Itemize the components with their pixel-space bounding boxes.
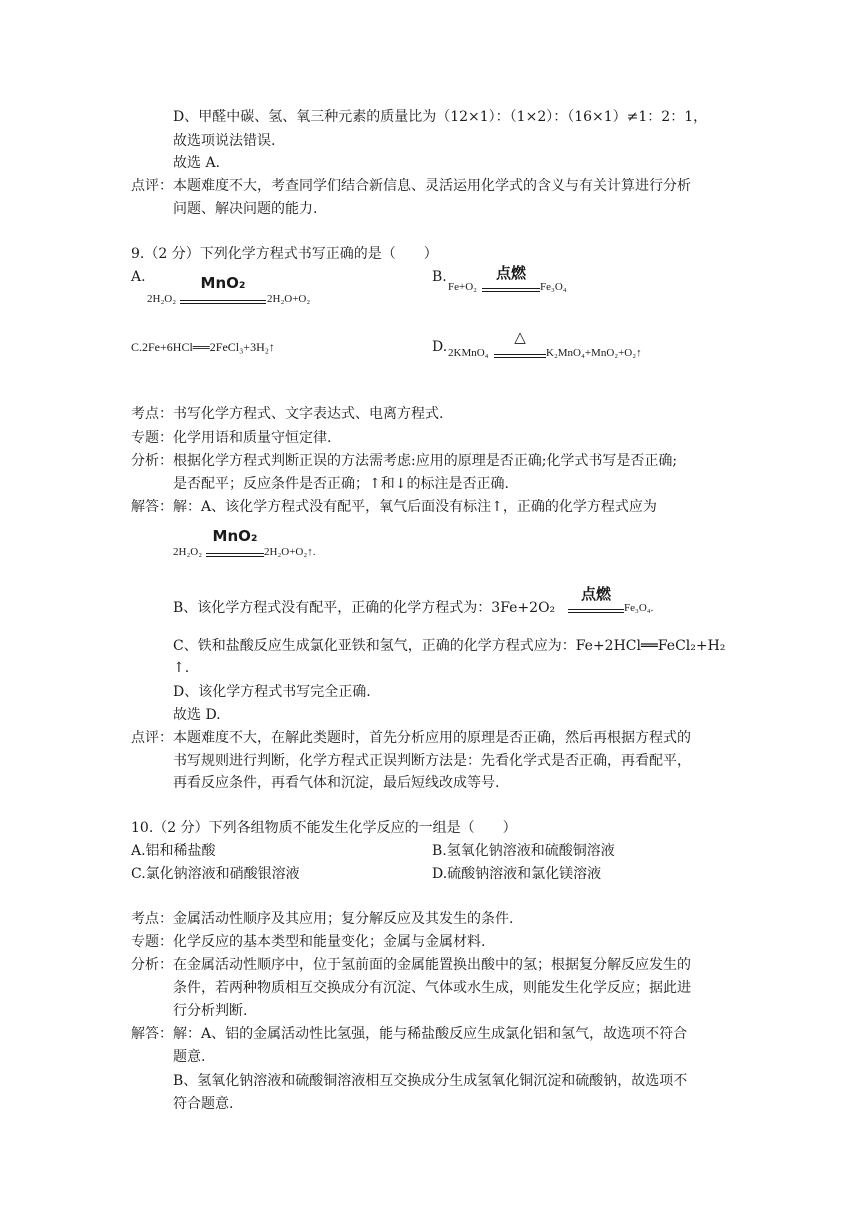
q9-option-b-reactant: Fe+O₂ <box>448 281 477 293</box>
q9-answer: 故选 D. <box>173 707 221 723</box>
q9-option-d-label: D. <box>432 339 448 355</box>
q9-zhuanti-label: 专题： <box>131 430 173 446</box>
q10-kaodian-label: 考点： <box>131 911 173 927</box>
q10-zhuanti-label: 专题： <box>131 934 173 950</box>
q10-option-c: C.氯化钠溶液和硝酸银溶液 <box>131 866 300 882</box>
q9-option-c: C.2Fe+6HCl══2FeCl₃+3H₂↑ <box>131 340 275 354</box>
q9-jieda-line1: 解：A、该化学方程式没有配平，氧气后面没有标注↑，正确的化学方程式应为 <box>173 499 657 515</box>
q9-option-a-equals-bottom <box>180 303 266 304</box>
q9-comment-line2: 书写规则进行判断，化学方程式正误判断方法是：先看化学式是否正确，再看配平， <box>173 753 691 769</box>
q9-option-a-reactant: 2H₂O₂ <box>147 293 177 305</box>
q8-option-d-line2: 故选项说法错误. <box>173 133 276 149</box>
q9-option-a-label: A. <box>131 269 146 285</box>
q9-corrected-c-line2: ↑. <box>173 660 190 676</box>
q9-corrected-b-equals-top <box>568 609 624 610</box>
q10-fenxi-line3: 行分析判断. <box>173 1003 248 1019</box>
q9-corrected-b-condition: 点燃 <box>580 585 611 603</box>
q10-option-a: A.铝和稀盐酸 <box>131 843 216 859</box>
q10-jieda-line2: 题意. <box>173 1049 206 1065</box>
q9-fenxi-label: 分析： <box>131 453 173 469</box>
q10-jieda-label: 解答： <box>131 1026 173 1042</box>
q9-option-a-condition: MnO₂ <box>200 274 246 292</box>
q9-fenxi-line2: 是否配平；反应条件是否正确；↑和↓的标注是否正确. <box>173 476 509 492</box>
q9-corrected-c-line1: C、铁和盐酸反应生成氯化亚铁和氢气，正确的化学方程式应为：Fe+2HCl══FeCl₂+H₂ <box>173 638 726 654</box>
q10-fenxi-line2: 条件，若两种物质相互交换成分有沉淀、气体或水生成，则能发生化学反应；据此进 <box>173 980 691 996</box>
q9-kaodian-label: 考点： <box>131 406 173 422</box>
q10-kaodian: 金属活动性顺序及其应用；复分解反应及其发生的条件. <box>173 911 514 927</box>
q10-jieda-line1: 解：A、铝的金属活动性比氢强，能与稀盐酸反应生成氯化铝和氢气，故选项不符合 <box>173 1026 688 1042</box>
q9-corrected-a-reactant: 2H₂O₂ <box>173 546 203 558</box>
q9-option-d-equals-top <box>494 354 546 355</box>
q9-option-a-equals-top <box>180 300 266 301</box>
q9-corrected-b-text: B、该化学方程式没有配平，正确的化学方程式为：3Fe+2O₂ <box>173 600 556 616</box>
q9-option-b-condition: 点燃 <box>495 264 526 282</box>
q9-fenxi-line1: 根据化学方程式判断正误的方法需考虑:应用的原理是否正确;化学式书写是否正确; <box>173 453 678 469</box>
q9-option-b-equals-top <box>482 288 540 289</box>
q10-zhuanti: 化学反应的基本类型和能量变化；金属与金属材料. <box>173 934 486 950</box>
q9-comment-line1: 本题难度不大，在解此类题时，首先分析应用的原理是否正确，然后再根据方程式的 <box>173 730 691 746</box>
q9-option-b-label: B. <box>432 269 447 285</box>
q9-corrected-a-condition: MnO₂ <box>212 527 258 545</box>
q9-option-a-product: 2H₂O+O₂ <box>267 293 311 305</box>
q9-option-b-product: Fe₃O₄ <box>540 281 567 293</box>
q8-comment-line1: 本题难度不大，考查同学们结合新信息、灵活运用化学式的含义与有关计算进行分析 <box>173 178 691 194</box>
q10-stem: 10.（2 分）下列各组物质不能发生化学反应的一组是（ ） <box>131 820 517 836</box>
q8-answer: 故选 A. <box>173 155 221 171</box>
q10-jieda-b-line1: B、氢氧化钠溶液和硫酸铜溶液相互交换成分生成氢氧化铜沉淀和硫酸钠，故选项不 <box>173 1073 688 1089</box>
q9-corrected-b-equals-bottom <box>568 612 624 613</box>
q9-option-d-condition: △ <box>514 328 526 346</box>
q9-option-b-equals-bottom <box>482 291 540 292</box>
q9-option-d-judgement: D、该化学方程式书写完全正确. <box>173 684 371 700</box>
q9-zhuanti: 化学用语和质量守恒定律. <box>173 430 332 446</box>
q8-comment-line2: 问题、解决问题的能力. <box>173 201 318 217</box>
q8-option-d-line1: D、甲醛中碳、氢、氧三种元素的质量比为（12×1）：（1×2）：（16×1）≠1：2：1， <box>173 109 708 125</box>
q9-option-d-reactant: 2KMnO₄ <box>448 347 489 359</box>
q9-stem: 9.（2 分）下列化学方程式书写正确的是（ ） <box>131 246 438 262</box>
q9-comment-line3: 再看反应条件，再看气体和沉淀，最后短线改成等号. <box>173 775 500 791</box>
q9-corrected-a-product: 2H₂O+O₂↑. <box>264 546 316 558</box>
q10-jieda-b-line2: 符合题意. <box>173 1096 234 1112</box>
q9-corrected-a-equals-top <box>206 553 264 554</box>
q9-corrected-b-product: Fe₃O₄. <box>624 602 654 614</box>
q9-jieda-label: 解答： <box>131 499 173 515</box>
q10-option-b: B.氢氧化钠溶液和硫酸铜溶液 <box>432 843 615 859</box>
q9-kaodian: 书写化学方程式、文字表达式、电离方程式. <box>173 406 444 422</box>
q9-comment-label: 点评： <box>131 730 173 746</box>
q9-option-d-product: K₂MnO₄+MnO₂+O₂↑ <box>546 347 642 359</box>
q9-corrected-a-equals-bottom <box>206 556 264 557</box>
q9-option-d-equals-bottom <box>494 357 546 358</box>
q8-comment-label: 点评： <box>131 178 173 194</box>
q10-option-d: D.硫酸钠溶液和氯化镁溶液 <box>432 866 602 882</box>
q10-fenxi-line1: 在金属活动性顺序中，位于氢前面的金属能置换出酸中的氢；根据复分解反应发生的 <box>173 957 691 973</box>
q10-fenxi-label: 分析： <box>131 957 173 973</box>
